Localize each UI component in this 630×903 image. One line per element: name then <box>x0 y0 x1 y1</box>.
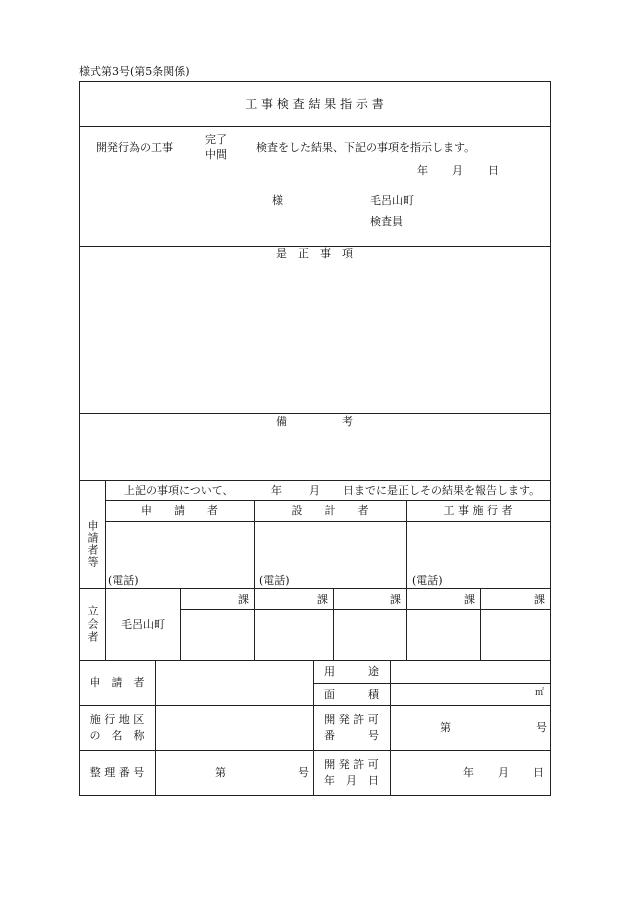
witness-divider <box>79 660 550 661</box>
applicants-side-label: 申請者等 <box>86 520 99 568</box>
permit-date-month: 月 <box>498 766 509 779</box>
party-header-divider <box>105 521 550 522</box>
bottom-label-divider <box>155 660 156 795</box>
document-title: 工 事 検 査 結 果 指 示 書 <box>245 97 384 111</box>
correction-items-area[interactable] <box>80 262 549 412</box>
reference-number-dai: 第 <box>215 766 226 779</box>
area-unit: ㎡ <box>535 688 545 698</box>
applicant-phone-label: (電話) <box>108 574 139 587</box>
correction-items-heading: 是 正 事 項 <box>276 247 353 260</box>
development-work-label: 開発行為の工事 <box>96 141 173 154</box>
witness-col1-divider <box>254 588 255 660</box>
witness-side-label: 立会者 <box>86 604 99 644</box>
applicant-header: 申 請 者 <box>141 504 218 517</box>
section-label-5: 課 <box>534 593 545 606</box>
permit-date-day: 日 <box>533 766 544 779</box>
contractor-header: 工 事 施 行 者 <box>443 504 513 517</box>
header-town: 毛呂山町 <box>370 194 414 207</box>
reference-number-label: 整 理 番 号 <box>89 766 145 779</box>
remarks-heading: 備 考 <box>276 415 353 428</box>
permit-date-label-line2: 年 月 日 <box>324 774 379 787</box>
permit-date-year: 年 <box>463 766 474 779</box>
permit-number-label-line2: 番 号 <box>324 729 379 742</box>
contractor-phone-label: (電話) <box>412 574 443 587</box>
report-month: 月 <box>309 484 320 497</box>
frame-top-line <box>79 81 550 82</box>
witness-col3-divider <box>406 588 407 660</box>
area-label: 面 積 <box>324 688 379 701</box>
report-year: 年 <box>271 484 282 497</box>
form-number: 様式第3号(第5条関係) <box>79 65 190 78</box>
section-label-3: 課 <box>390 593 401 606</box>
permit-number-dai: 第 <box>440 721 451 734</box>
permit-number-go: 号 <box>536 721 547 734</box>
interim-label: 中間 <box>205 148 227 161</box>
section-label-4: 課 <box>464 593 475 606</box>
header-year: 年 <box>417 164 428 177</box>
designer-phone-label: (電話) <box>259 574 290 587</box>
witness-town-divider <box>180 588 181 660</box>
frame-right-line <box>550 81 551 796</box>
report-sentence-start: 上記の事項について、 <box>124 484 234 497</box>
site-name-label-line2: の 名 称 <box>89 729 145 742</box>
use-area-divider <box>313 683 550 684</box>
correction-divider <box>79 413 550 414</box>
designer-header: 設 計 者 <box>291 504 369 517</box>
permit-number-label-line1: 開 発 許 可 <box>324 713 379 726</box>
header-day: 日 <box>488 164 499 177</box>
section-label-2: 課 <box>317 593 328 606</box>
title-divider <box>79 126 550 127</box>
witness-col2-divider <box>333 588 334 660</box>
frame-bottom-line <box>79 795 551 796</box>
report-sentence-end: 日までに是正しその結果を報告します。 <box>343 484 541 497</box>
use-label: 用 途 <box>324 665 379 678</box>
reference-number-go: 号 <box>298 766 309 779</box>
bottom-row2-divider <box>79 750 550 751</box>
bottom-applicant-label: 申 請 者 <box>89 676 145 689</box>
header-month: 月 <box>452 164 463 177</box>
witness-col4-divider <box>480 588 481 660</box>
witness-town: 毛呂山町 <box>121 618 165 631</box>
inspector-label: 検査員 <box>370 215 403 228</box>
permit-date-label-line1: 開 発 許 可 <box>324 758 379 771</box>
remarks-area[interactable] <box>80 430 549 479</box>
section-label-1: 課 <box>238 593 249 606</box>
complete-label: 完了 <box>205 133 227 146</box>
site-name-label-line1: 施 行 地 区 <box>89 713 145 726</box>
report-divider <box>105 500 550 501</box>
instruction-text: 検査をした結果、下記の事項を指示します。 <box>256 141 476 154</box>
sama-label: 様 <box>272 194 283 207</box>
bottom-row1-divider <box>79 705 550 706</box>
bottom-label2-divider <box>390 660 391 795</box>
section-divider <box>180 609 550 610</box>
remarks-divider <box>79 480 550 481</box>
